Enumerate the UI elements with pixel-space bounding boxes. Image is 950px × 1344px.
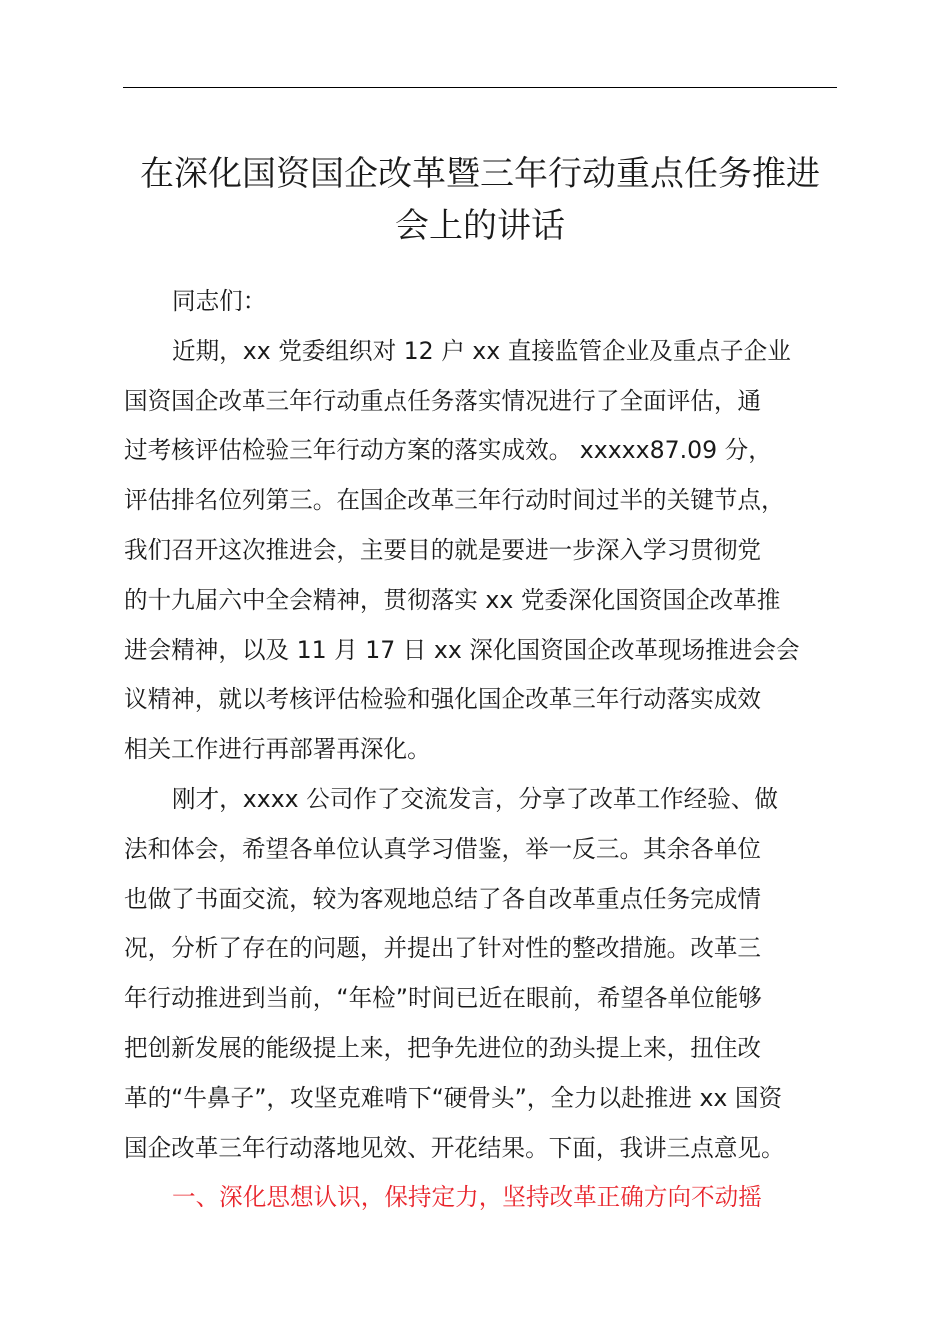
salutation: 同志们：: [172, 287, 267, 315]
paragraph-line: 相关工作进行再部署再深化。: [124, 735, 431, 764]
paragraph-line: 议精神，就以考核评估检验和强化国企改革三年行动落实成效: [124, 685, 762, 714]
paragraph-line: 也做了书面交流，较为客观地总结了各自改革重点任务完成情: [124, 884, 762, 913]
paragraph-line: 的十九届六中全会精神，贯彻落实 xx 党委深化国资国企改革推: [124, 585, 781, 614]
paragraph-line: 年行动推进到当前，“年检”时间已近在眼前，希望各单位能够: [124, 984, 762, 1013]
section-heading-1: 一、深化思想认识，保持定力，坚持改革正确方向不动摇: [172, 1183, 762, 1212]
paragraph-2: [124, 775, 864, 1173]
document-body: [124, 277, 864, 1223]
paragraph-line: 评估排名位列第三。在国企改革三年行动时间过半的关键节点，: [124, 486, 785, 515]
document-title: [110, 148, 850, 252]
paragraph-line: 革的“牛鼻子”，攻坚克难啃下“硬骨头”，全力以赴推进 xx 国资: [124, 1083, 783, 1112]
header-rule: [123, 87, 837, 88]
paragraph-1: [124, 327, 864, 775]
paragraph-line: 把创新发展的能级提上来，把争先进位的劲头提上来，扭住改: [124, 1033, 762, 1062]
paragraph-line: 刚才，xxxx 公司作了交流发言，分享了改革工作经验、做: [172, 784, 779, 813]
paragraph-line: 我们召开这次推进会，主要目的就是要进一步深入学习贯彻党: [124, 535, 762, 564]
paragraph-line: 过考核评估检验三年行动方案的落实成效。 xxxxx87.09 分，: [124, 436, 772, 465]
paragraph-line: 进会精神，以及 11 月 17 日 xx 深化国资国企改革现场推进会会: [124, 635, 800, 664]
title-line-1: 在深化国资国企改革暨三年行动重点任务推进: [140, 154, 820, 194]
paragraph-line: 国企改革三年行动落地见效、开花结果。下面，我讲三点意见。: [124, 1133, 785, 1162]
paragraph-line: 况，分析了存在的问题，并提出了针对性的整改措施。改革三: [124, 934, 762, 963]
paragraph-line: 法和体会，希望各单位认真学习借鉴，举一反三。其余各单位: [124, 834, 762, 863]
paragraph-line: 近期，xx 党委组织对 12 户 xx 直接监管企业及重点子企业: [172, 336, 791, 365]
paragraph-line: 国资国企改革三年行动重点任务落实情况进行了全面评估，通: [124, 386, 762, 415]
title-line-2: 会上的讲话: [395, 206, 565, 246]
